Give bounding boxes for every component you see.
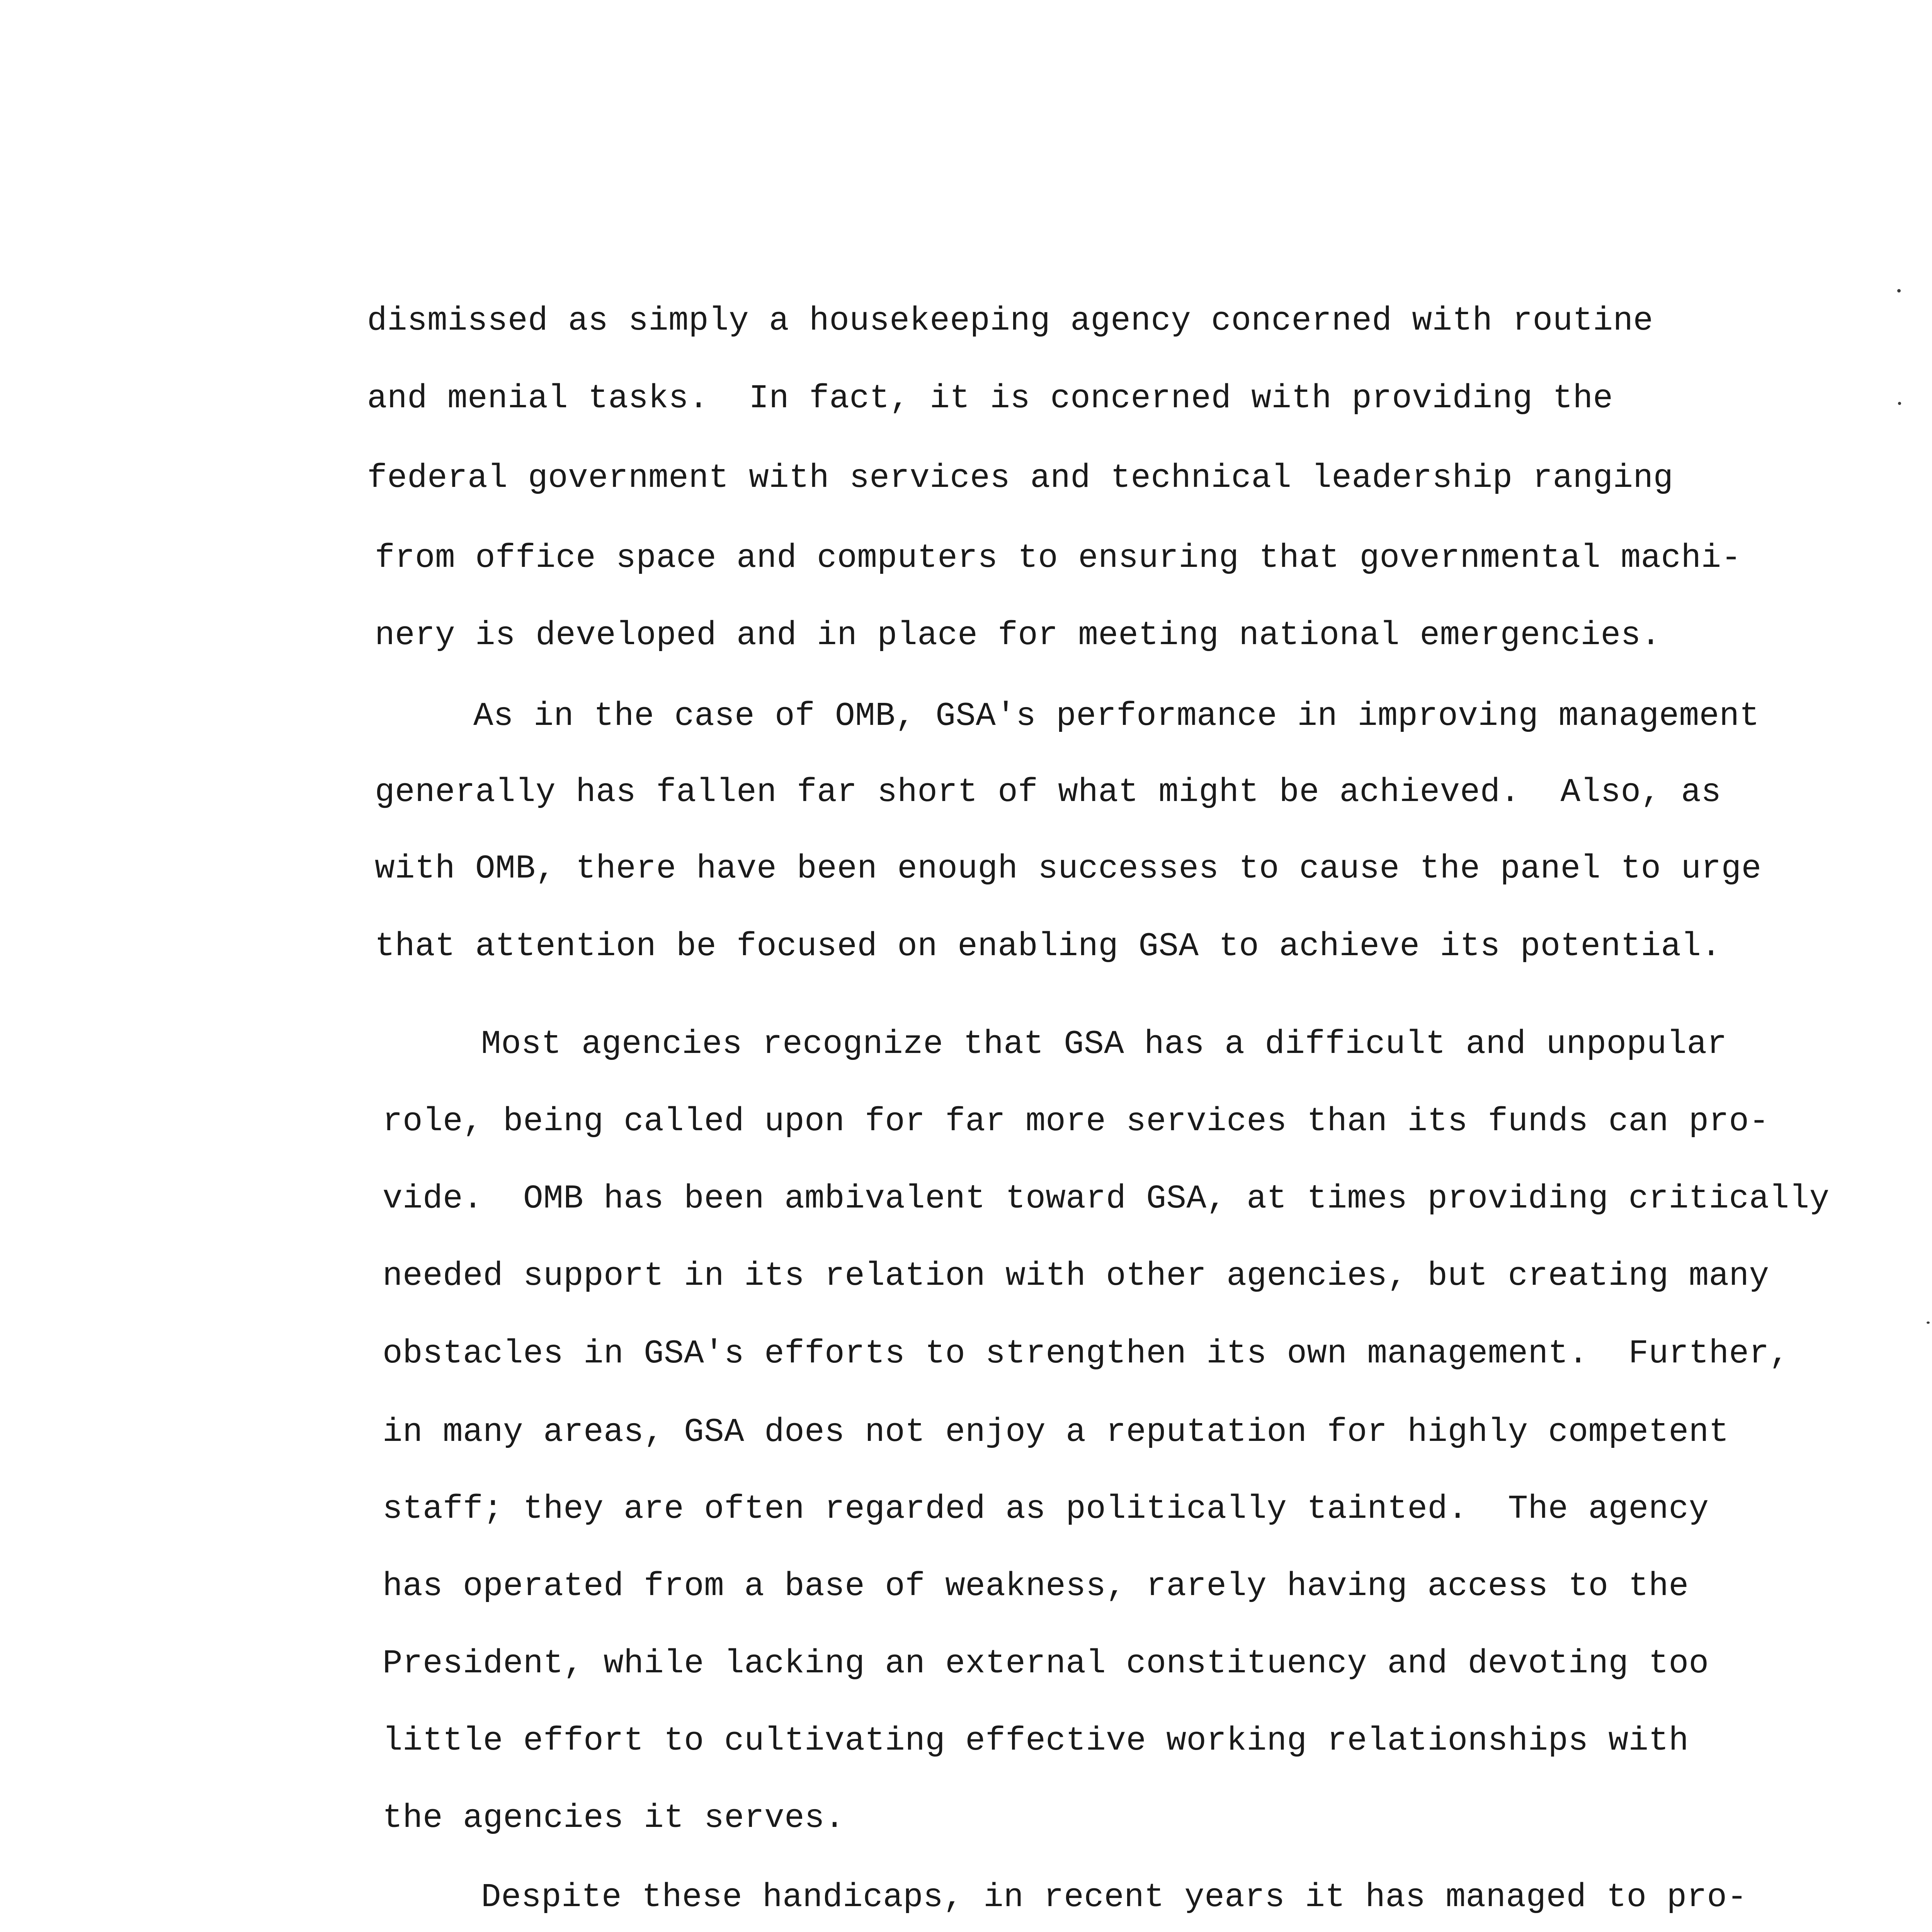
text-line: with OMB, there have been enough successes to cause the panel to urge bbox=[375, 850, 1762, 888]
scan-speck bbox=[1897, 289, 1901, 293]
scan-speck bbox=[1898, 402, 1901, 405]
text-line: vide. OMB has been ambivalent toward GSA, at times providing critically bbox=[383, 1180, 1830, 1218]
text-line: has operated from a base of weakness, rarely having access to the bbox=[383, 1567, 1689, 1605]
text-line: nery is developed and in place for meeting national emergencies. bbox=[375, 616, 1661, 654]
text-line: As in the case of OMB, GSA's performance in improving management bbox=[473, 697, 1760, 735]
text-line: Despite these handicaps, in recent years it has managed to pro- bbox=[481, 1878, 1747, 1916]
text-line: from office space and computers to ensuring that governmental machi- bbox=[375, 539, 1742, 577]
scan-speck bbox=[1927, 1321, 1930, 1324]
text-line: the agencies it serves. bbox=[383, 1799, 845, 1837]
text-line: little effort to cultivating effective working relationships with bbox=[383, 1722, 1689, 1760]
text-line: obstacles in GSA's efforts to strengthen its own management. Further, bbox=[383, 1335, 1789, 1372]
text-line: role, being called upon for far more services than its funds can pro- bbox=[383, 1102, 1769, 1140]
text-line: President, while lacking an external constituency and devoting too bbox=[383, 1645, 1709, 1682]
text-line: staff; they are often regarded as politically tainted. The agency bbox=[383, 1490, 1709, 1528]
text-line: and menial tasks. In fact, it is concerned with providing the bbox=[367, 379, 1613, 417]
text-line: Most agencies recognize that GSA has a difficult and unpopular bbox=[481, 1025, 1727, 1063]
text-line: generally has fallen far short of what might be achieved. Also, as bbox=[375, 773, 1721, 811]
text-line: in many areas, GSA does not enjoy a reputation for highly competent bbox=[383, 1413, 1729, 1451]
text-line: needed support in its relation with other agencies, but creating many bbox=[383, 1257, 1769, 1295]
text-line: dismissed as simply a housekeeping agency concerned with routine bbox=[367, 302, 1653, 340]
text-line: that attention be focused on enabling GSA to achieve its potential. bbox=[375, 927, 1721, 965]
text-line: federal government with services and technical leadership ranging bbox=[367, 459, 1673, 497]
